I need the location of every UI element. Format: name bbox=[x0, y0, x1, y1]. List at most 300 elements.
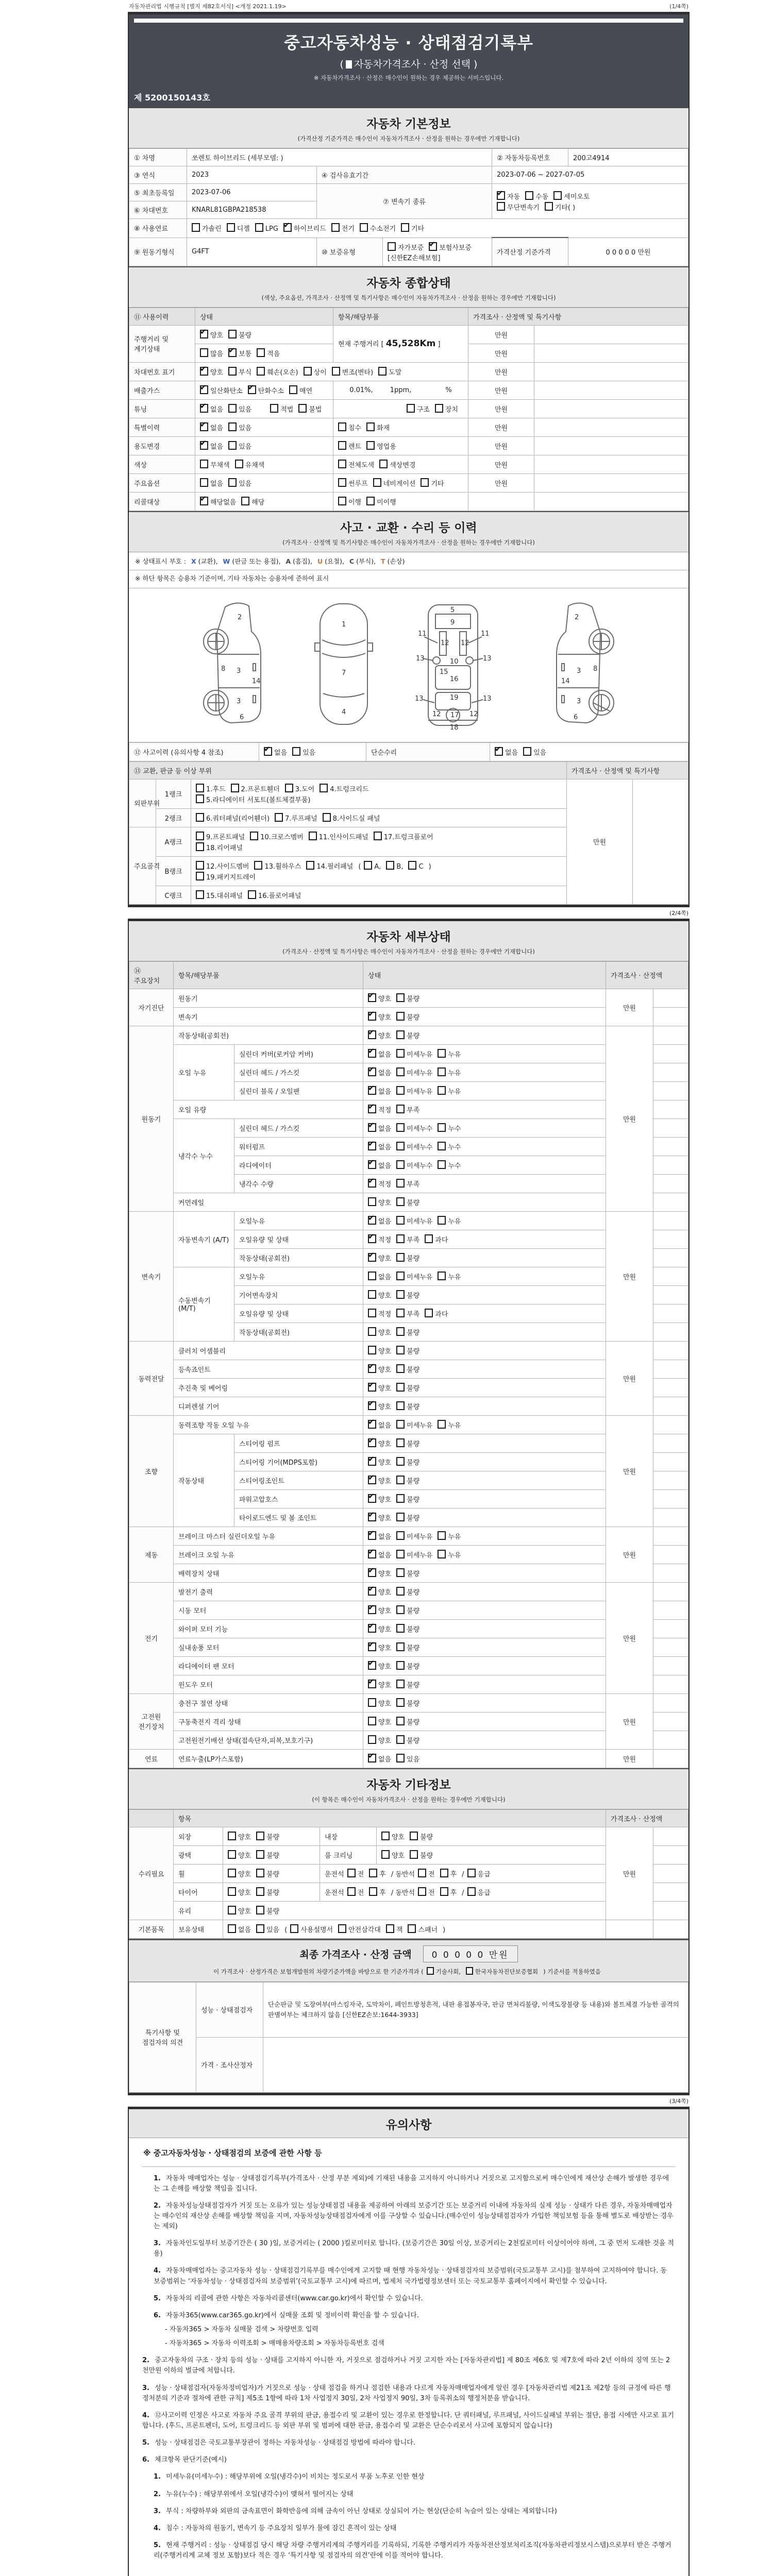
checkbox-checked[interactable]: ✔ 없음 bbox=[368, 1067, 391, 1077]
checkbox[interactable]: 불량 bbox=[396, 1717, 419, 1726]
column-header: 항목/해당부품 bbox=[333, 308, 468, 325]
checkbox[interactable]: 부족 bbox=[396, 1309, 419, 1318]
checkbox-checked[interactable]: ✔ 양호 bbox=[368, 993, 391, 1003]
checkbox[interactable]: 불량 bbox=[396, 1012, 419, 1022]
item-label: 자동변속기 (A/T) bbox=[174, 1211, 234, 1267]
state-checks bbox=[223, 1883, 320, 1901]
checkbox[interactable]: 미세누수 bbox=[396, 1160, 432, 1170]
state-checks bbox=[363, 1471, 606, 1489]
checkbox[interactable]: 18.리어패널 bbox=[196, 842, 243, 852]
group-label: 자기진단 bbox=[129, 989, 174, 1026]
checkbox-checked[interactable]: ✔ 보통 bbox=[228, 348, 251, 358]
svg-text:16: 16 bbox=[450, 675, 459, 683]
item-label: 유리 bbox=[174, 1901, 223, 1920]
checkbox[interactable]: 네비게이션 bbox=[373, 478, 416, 488]
checkbox[interactable]: 불량 bbox=[396, 1197, 419, 1207]
table-row bbox=[129, 989, 688, 1007]
checkbox[interactable]: 불량 bbox=[396, 1383, 419, 1393]
special-history-checks bbox=[195, 418, 333, 436]
checkbox[interactable]: 불량 bbox=[256, 1869, 279, 1878]
checkbox[interactable]: 양호 bbox=[228, 1832, 251, 1841]
checkbox[interactable]: 불량 bbox=[396, 1661, 419, 1671]
checkbox-checked[interactable]: ✔ 없음 bbox=[368, 1086, 391, 1096]
checkbox[interactable]: 불량 bbox=[396, 1346, 419, 1355]
checkbox[interactable]: 적음 bbox=[257, 348, 280, 358]
checkbox-checked[interactable]: ✔ 없음 bbox=[200, 422, 223, 432]
checkbox[interactable]: 불량 bbox=[396, 993, 419, 1003]
checkbox-checked[interactable]: ✔ 양호 bbox=[368, 1605, 391, 1615]
document-number: 제 5200150143호 bbox=[134, 93, 210, 103]
checkbox[interactable]: 썬루프 bbox=[338, 478, 368, 488]
checkbox[interactable]: 불량 bbox=[396, 1680, 419, 1689]
remark-cell bbox=[653, 1508, 688, 1527]
checkbox[interactable]: 불량 bbox=[396, 1476, 419, 1485]
section-basic-info bbox=[129, 108, 688, 148]
checkbox[interactable]: 후 bbox=[369, 1869, 386, 1878]
checkbox[interactable]: 스패너 bbox=[408, 1924, 438, 1934]
checkbox-checked[interactable]: ✔양호 bbox=[200, 330, 223, 340]
item-label: 연료누출(LP가스포함) bbox=[174, 1749, 363, 1768]
checkbox[interactable]: 양호 bbox=[368, 1290, 391, 1300]
law-note: 자동차관리법 시행규칙 [별지 제82호서식] <개정 2021.1.19> bbox=[129, 3, 287, 10]
checkbox-checked[interactable]: ✔ 없음 bbox=[264, 747, 287, 757]
svg-text:3: 3 bbox=[237, 697, 241, 705]
symbol-c: C bbox=[349, 557, 355, 565]
checkbox[interactable]: C bbox=[408, 861, 423, 871]
checkbox[interactable]: 화재 bbox=[366, 422, 390, 432]
checkbox[interactable]: 미세누수 bbox=[396, 1142, 432, 1151]
checkbox-checked[interactable]: ✔ 양호 bbox=[368, 1587, 391, 1597]
checkbox[interactable]: 8.사이드실 패널 bbox=[323, 813, 380, 823]
state-checks bbox=[363, 1693, 606, 1712]
checkbox[interactable]: 누유 bbox=[438, 1550, 461, 1560]
text-label: ) 기준서를 적용하였음 bbox=[543, 1968, 601, 1975]
checkbox-checked[interactable]: ✔ 없음 bbox=[368, 1531, 391, 1541]
wheel-position-checks bbox=[320, 1864, 606, 1883]
checkbox[interactable]: 누유 bbox=[438, 1531, 461, 1541]
checkbox[interactable]: 미세누수 bbox=[396, 1123, 432, 1133]
checkbox[interactable]: 누유 bbox=[438, 1086, 461, 1096]
checkbox-checked[interactable]: ✔ 양호 bbox=[368, 1253, 391, 1263]
checkbox[interactable]: 있음 bbox=[396, 1754, 419, 1764]
page-number-1: (1/4쪽) bbox=[669, 3, 688, 10]
checkbox[interactable]: 7.루프패널 bbox=[275, 813, 317, 823]
tire-position-checks bbox=[320, 1883, 606, 1901]
checkbox-checked[interactable]: ✔ 양호 bbox=[368, 1568, 391, 1578]
checkbox[interactable]: 없음 bbox=[368, 1272, 391, 1281]
svg-text:11: 11 bbox=[418, 630, 427, 638]
checkbox[interactable]: B, bbox=[386, 861, 403, 871]
checkbox[interactable]: 누수 bbox=[438, 1142, 461, 1151]
remark-cell bbox=[534, 325, 688, 344]
checkbox[interactable]: 3.도어 bbox=[285, 784, 315, 793]
checkbox[interactable]: 있음 bbox=[292, 747, 315, 757]
checkbox[interactable]: 불량 bbox=[396, 1698, 419, 1708]
checkbox[interactable]: 렌트 bbox=[338, 441, 361, 451]
checkbox[interactable]: 19.패키지트레이 bbox=[196, 872, 256, 882]
checkbox[interactable]: 수소전기 bbox=[360, 223, 396, 233]
checkbox-checked[interactable]: ✔ 양호 bbox=[368, 1624, 391, 1634]
checkbox[interactable]: 불량 bbox=[396, 1513, 419, 1522]
checkbox[interactable]: 불량 bbox=[396, 1401, 419, 1411]
checkbox[interactable]: 양호 bbox=[228, 1869, 251, 1878]
checkbox[interactable]: 무채색 bbox=[200, 460, 230, 469]
state-checks bbox=[363, 1601, 606, 1619]
subitem-label: 냉각수 수량 bbox=[234, 1174, 363, 1193]
checkbox[interactable]: 후 bbox=[440, 1869, 457, 1878]
checkbox-checked[interactable]: ✔ 없음 bbox=[368, 1420, 391, 1430]
checkbox-checked[interactable]: ✔ 없음 bbox=[368, 1550, 391, 1560]
checkbox-checked[interactable]: ✔ 없음 bbox=[495, 747, 518, 757]
checkbox-checked[interactable]: ✔ 없음 bbox=[368, 1123, 391, 1133]
state-checks bbox=[363, 1341, 606, 1360]
checkbox[interactable]: 있음 bbox=[228, 478, 251, 488]
remark-cell bbox=[653, 1675, 688, 1693]
row-label: 성능 · 상태점검자 bbox=[196, 1982, 263, 2037]
checkbox[interactable]: 유채색 bbox=[235, 460, 265, 469]
checkbox[interactable]: 디젤 bbox=[227, 223, 250, 233]
engine-type-value: G4FT bbox=[187, 238, 317, 266]
table-row bbox=[129, 1901, 688, 1920]
field-label: ⑨ 원동기형식 bbox=[129, 238, 187, 266]
checkbox[interactable]: 가솔린 bbox=[192, 223, 222, 233]
section-overall-state bbox=[129, 266, 688, 308]
checkbox[interactable]: 12.사이드멤버 bbox=[196, 861, 249, 871]
checkbox[interactable]: 후 bbox=[440, 1887, 457, 1897]
checkbox[interactable]: 없음 bbox=[228, 1924, 251, 1934]
price-cell: 만원 bbox=[606, 1211, 653, 1341]
checkbox[interactable]: 누유 bbox=[438, 1216, 461, 1226]
remark-cell bbox=[653, 1527, 688, 1545]
checkbox[interactable]: 자가보증 bbox=[388, 242, 424, 252]
checkbox-checked[interactable]: ✔ 양호 bbox=[368, 1383, 391, 1393]
checkbox[interactable]: 양호 bbox=[228, 1850, 251, 1860]
checkbox-checked[interactable]: ✔ 보험사보증 bbox=[429, 242, 472, 252]
checkbox-checked[interactable]: ✔ 양호 bbox=[368, 1642, 391, 1652]
item-label: 윈도우 모터 bbox=[174, 1675, 363, 1693]
table-row bbox=[129, 1434, 688, 1452]
subitem-label: 스티어링 기어(MDPS포함) bbox=[234, 1452, 363, 1471]
checkbox[interactable]: 미세누유 bbox=[396, 1420, 432, 1430]
checkbox[interactable]: 불법 bbox=[298, 404, 322, 414]
checkbox[interactable]: 양호 bbox=[368, 1735, 391, 1745]
checkbox-checked[interactable]: ✔ 양호 bbox=[368, 1513, 391, 1522]
column-header: 가격조사 · 산정액 및 특기사항 bbox=[468, 308, 688, 325]
price-cell: 만원 bbox=[468, 436, 534, 455]
checkbox[interactable]: 적법 bbox=[270, 404, 293, 414]
checkbox[interactable]: 많음 bbox=[200, 348, 223, 358]
state-checks bbox=[363, 1638, 606, 1656]
tuning-checks bbox=[195, 399, 333, 418]
checkbox[interactable]: 전 bbox=[347, 1869, 364, 1878]
checkbox[interactable]: 양호 bbox=[368, 1346, 391, 1355]
field-label: ⑦ 변속기 종류 bbox=[317, 184, 492, 219]
checkbox[interactable]: LPG bbox=[255, 223, 278, 233]
checkbox[interactable]: 있음 bbox=[523, 747, 546, 757]
state-symbol-legend: ※ 상태표시 부호 : X (교환), W (판금 또는 용접), A (흠집), U (요철), C (부식), T (손상) bbox=[129, 552, 688, 570]
group-label: 전기 bbox=[129, 1582, 174, 1693]
table-row bbox=[129, 492, 688, 511]
checkbox-checked[interactable]: ✔ 양호 bbox=[368, 1030, 391, 1040]
checkbox[interactable]: 누수 bbox=[438, 1160, 461, 1170]
column-header: ⑬ 교환, 판금 등 이상 부위 bbox=[129, 761, 567, 779]
price-cell bbox=[468, 492, 534, 511]
checkbox[interactable]: 도말 bbox=[378, 367, 401, 377]
checkbox[interactable]: 전체도색 bbox=[338, 460, 374, 469]
checkbox[interactable]: 불량 bbox=[256, 1906, 279, 1916]
state-checks bbox=[363, 1712, 606, 1731]
table-row bbox=[129, 1044, 688, 1063]
checkbox[interactable]: 불량 bbox=[396, 1605, 419, 1615]
checkbox[interactable]: 후 bbox=[369, 1887, 386, 1897]
checkbox[interactable]: 양호 bbox=[368, 1197, 391, 1207]
checkbox[interactable]: 불량 bbox=[410, 1850, 433, 1860]
item-label: 오일 누유 bbox=[174, 1044, 234, 1100]
checkbox[interactable]: 잭 bbox=[386, 1924, 403, 1934]
checkbox-checked[interactable]: ✔ 없음 bbox=[200, 441, 223, 451]
checkbox[interactable]: 적정 bbox=[368, 1309, 391, 1318]
checkbox[interactable]: 불량 bbox=[396, 1253, 419, 1263]
checkbox[interactable]: 미세누유 bbox=[396, 1272, 432, 1281]
remark-cell bbox=[653, 1304, 688, 1323]
checkbox[interactable]: 있음 bbox=[256, 1924, 279, 1934]
checkbox-checked[interactable]: ✔ 양호 bbox=[368, 1680, 391, 1689]
row-label: 배출가스 bbox=[129, 381, 195, 399]
checkbox-checked[interactable]: ✔ 양호 bbox=[368, 1438, 391, 1448]
svg-text:10: 10 bbox=[450, 657, 459, 666]
checkbox[interactable]: 14.필러패널 bbox=[306, 861, 353, 871]
state-checks bbox=[363, 1211, 606, 1230]
table-row bbox=[129, 455, 688, 473]
checkbox-checked[interactable]: ✔ 하이브리드 bbox=[283, 223, 326, 233]
checkbox[interactable]: 양호 bbox=[381, 1850, 405, 1860]
checkbox[interactable]: 영업용 bbox=[366, 441, 396, 451]
checkbox[interactable]: 부식 bbox=[228, 367, 251, 377]
checkbox[interactable]: 양호 bbox=[368, 1717, 391, 1726]
checkbox[interactable]: 세미오토 bbox=[553, 191, 590, 201]
checkbox-checked[interactable]: ✔ 적정 bbox=[368, 1179, 391, 1189]
remark-cell bbox=[653, 1118, 688, 1137]
rankA-parts-checks bbox=[191, 827, 567, 856]
checkbox[interactable]: 11.인사이드패널 bbox=[309, 832, 368, 841]
state-checks bbox=[363, 989, 606, 1007]
section-title: 유의사항 bbox=[385, 2118, 432, 2132]
checkbox[interactable]: 누수 bbox=[438, 1123, 461, 1133]
price-cell: 만원 bbox=[468, 473, 534, 492]
checkbox-checked[interactable]: ✔ 양호 bbox=[368, 1476, 391, 1485]
row-label: 튜닝 bbox=[129, 399, 195, 418]
checkbox[interactable]: 부족 bbox=[396, 1234, 419, 1244]
row-label: 주요옵션 bbox=[129, 473, 195, 492]
checkbox[interactable]: 기타 bbox=[421, 478, 444, 488]
checkbox[interactable]: 변조(변타) bbox=[332, 367, 373, 377]
checkbox[interactable]: 1.후드 bbox=[196, 784, 226, 793]
checkbox[interactable]: 기술사회, bbox=[427, 1967, 461, 1976]
checkbox-checked[interactable]: ✔ 탄화수소 bbox=[248, 385, 284, 395]
checkbox-checked[interactable]: ✔ 없음 bbox=[200, 404, 223, 414]
fuel-type-checks bbox=[187, 219, 688, 238]
checkbox-checked[interactable]: ✔ 없음 bbox=[368, 1754, 391, 1764]
checkbox[interactable]: 불량 bbox=[396, 1030, 419, 1040]
svg-text:3: 3 bbox=[577, 697, 581, 705]
row-label: 특별이력 bbox=[129, 418, 195, 436]
checkbox[interactable]: 양호 bbox=[228, 1906, 251, 1916]
checkbox[interactable]: 수동 bbox=[525, 191, 548, 201]
checkbox[interactable]: 누유 bbox=[438, 1049, 461, 1059]
checkbox[interactable]: 미세누유 bbox=[396, 1550, 432, 1560]
item-label: 수동변속기 (M/T) bbox=[174, 1267, 234, 1341]
checkbox[interactable]: 6.쿼터패널(리어휀더) bbox=[196, 813, 270, 823]
checkbox[interactable]: 훼손(오손) bbox=[257, 367, 298, 377]
rankC-parts-checks bbox=[191, 886, 567, 904]
checkbox[interactable]: 한국자동차진단보증협회 bbox=[466, 1967, 538, 1976]
checkbox-checked[interactable]: ✔ 양호 bbox=[368, 1457, 391, 1467]
checkbox[interactable]: 무단변속기 bbox=[497, 202, 540, 212]
checkbox-checked[interactable]: ✔ 해당없음 bbox=[200, 497, 236, 506]
checkbox[interactable]: 불량 bbox=[396, 1290, 419, 1300]
legend-note: ※ 하단 항목은 승용차 기준이며, 기타 자동차는 승용차에 준하여 표시 bbox=[129, 570, 688, 588]
checkbox[interactable]: 불량 bbox=[396, 1457, 419, 1467]
checkbox[interactable]: 불량 bbox=[396, 1587, 419, 1597]
checkbox-checked[interactable]: ✔ 일산화탄소 bbox=[200, 385, 243, 395]
checkbox[interactable]: 5.라디에이터 서포트(볼트체결부품) bbox=[196, 794, 311, 804]
checkbox[interactable]: 응급 bbox=[467, 1887, 491, 1897]
checkbox[interactable]: 전 bbox=[418, 1869, 435, 1878]
checkbox[interactable]: 불량 bbox=[396, 1624, 419, 1634]
checkbox[interactable]: 10.크로스멤버 bbox=[250, 832, 303, 841]
checkbox[interactable]: 누유 bbox=[438, 1067, 461, 1077]
group-label: 기본품목 bbox=[129, 1920, 174, 1938]
checkbox[interactable]: 4.트렁크리드 bbox=[320, 784, 368, 793]
checkbox[interactable]: 미세누유 bbox=[396, 1067, 432, 1077]
checkbox[interactable]: 불량 bbox=[396, 1735, 419, 1745]
checkbox[interactable]: 불량 bbox=[228, 330, 251, 340]
checkbox-checked[interactable]: ✔ 없음 bbox=[368, 1049, 391, 1059]
price-cell: 만원 bbox=[468, 455, 534, 473]
checkbox[interactable]: 있음 bbox=[228, 441, 251, 451]
checkbox[interactable]: 미세누유 bbox=[396, 1086, 432, 1096]
state-checks bbox=[223, 1901, 606, 1920]
checkbox[interactable]: 이행 bbox=[338, 497, 361, 506]
column-header: 상태 bbox=[363, 961, 606, 989]
checkbox[interactable]: 15.대쉬패널 bbox=[196, 890, 243, 900]
remark-cell bbox=[653, 989, 688, 1007]
checkbox[interactable]: 미세누유 bbox=[396, 1531, 432, 1541]
checkbox[interactable]: 불량 bbox=[396, 1642, 419, 1652]
checkbox[interactable]: 양호 bbox=[368, 1698, 391, 1708]
checkbox[interactable]: 상이 bbox=[304, 367, 327, 377]
checkbox[interactable]: 미세누유 bbox=[396, 1049, 432, 1059]
checkbox[interactable]: 장치 bbox=[435, 404, 458, 414]
checkbox-checked[interactable]: ✔ 없음 bbox=[368, 1160, 391, 1170]
svg-text:19: 19 bbox=[450, 693, 459, 702]
checkbox[interactable]: 침수 bbox=[338, 422, 361, 432]
checkbox-checked[interactable]: ✔ 양호 bbox=[368, 1364, 391, 1374]
remark-cell bbox=[534, 399, 688, 418]
checkbox[interactable]: 있음 bbox=[228, 404, 251, 414]
checkbox-checked[interactable]: ✔ 양호 bbox=[200, 367, 223, 377]
checkbox[interactable]: 기타( ) bbox=[545, 202, 575, 212]
checkbox[interactable]: 불량 bbox=[256, 1887, 279, 1897]
checkbox[interactable]: 불량 bbox=[410, 1832, 433, 1841]
checkbox[interactable]: 2.프론트휀더 bbox=[231, 784, 280, 793]
checkbox[interactable]: 있음 bbox=[228, 422, 251, 432]
checkbox[interactable]: 불량 bbox=[256, 1850, 279, 1860]
checkbox[interactable]: 불량 bbox=[396, 1494, 419, 1504]
checkbox-checked[interactable]: ✔ 양호 bbox=[368, 1661, 391, 1671]
symbol-x: X bbox=[191, 557, 196, 565]
checkbox[interactable]: 안전삼각대 bbox=[338, 1924, 381, 1934]
checkbox-checked[interactable]: ✔ 양호 bbox=[368, 1401, 391, 1411]
checkbox[interactable]: 과다 bbox=[425, 1309, 448, 1318]
state-checks bbox=[363, 1415, 606, 1434]
remark-cell bbox=[632, 779, 688, 904]
checkbox[interactable]: 불량 bbox=[396, 1327, 419, 1337]
state-checks bbox=[377, 1845, 606, 1864]
checkbox[interactable]: 전 bbox=[347, 1887, 364, 1897]
checkbox-checked[interactable]: ✔ 없음 bbox=[368, 1142, 391, 1151]
subitem-label: 라디에이터 bbox=[234, 1156, 363, 1174]
price-cell: 만원 bbox=[468, 399, 534, 418]
checkbox[interactable]: 구조 bbox=[407, 404, 430, 414]
checkbox[interactable]: 불량 bbox=[256, 1832, 279, 1841]
group-label: 연료 bbox=[129, 1749, 174, 1768]
checkbox[interactable]: 누유 bbox=[438, 1272, 461, 1281]
checkbox-checked[interactable]: ✔자동 bbox=[497, 191, 520, 201]
checkbox-checked[interactable]: ✔ 양호 bbox=[368, 1494, 391, 1504]
checkbox[interactable]: 매연 bbox=[289, 385, 312, 395]
checkbox[interactable]: 미이행 bbox=[366, 497, 396, 506]
checkbox[interactable]: 13.휠하우스 bbox=[254, 861, 301, 871]
checkbox[interactable]: 전 bbox=[418, 1887, 435, 1897]
checkbox[interactable]: 과다 bbox=[425, 1234, 448, 1244]
checkbox[interactable]: 16.플로어패널 bbox=[248, 890, 301, 900]
checkbox[interactable]: 양호 bbox=[381, 1832, 405, 1841]
checkbox[interactable]: 색상변경 bbox=[379, 460, 415, 469]
checkbox[interactable]: 불량 bbox=[396, 1568, 419, 1578]
remark-cell bbox=[653, 1471, 688, 1489]
notice-item: 4. 자동차매매업자는 중고자동차 성능 · 상태점검기록부를 매수인에게 고지할 때 현행 자동차성능 · 상태점검자의 보증범위(국토교통부 고시)를 첨부하여 고지하여야 합니다. 동 보증범위는 ‘자동차성능 · 상태점검자의 보증범위’(국토교통부 고시)에 따르며, 법제처 국가법령정보센터 또는 국토교통부 홈페이지에서 확인할 수 있습니다. bbox=[154, 2267, 667, 2285]
checkbox[interactable]: 부족 bbox=[396, 1179, 419, 1189]
section-title: 사고 · 교환 · 수리 등 이력 bbox=[340, 521, 477, 535]
checkbox[interactable]: 해당 bbox=[241, 497, 264, 506]
notice-item: 3. 성능 · 상태점검자(자동차정비업자)가 거짓으로 성능 · 상태 점검을 하거나 점검한 내용과 다르게 자동차매매업자에게 알린 경우 [자동차관리법 제21조 제2항 등의 규정에 따른 행정처분의 기준과 절차에 관한 규칙] 제5조 1항에 따라 1차 사업정지 30일, 2차 사업정지 90일, 3차 등록취소의 행정처분을 받습니다. bbox=[142, 2384, 671, 2402]
checkbox[interactable]: 양호 bbox=[228, 1887, 251, 1897]
checkbox-checked[interactable]: ✔ 적정 bbox=[368, 1234, 391, 1244]
checkbox[interactable]: 17.트렁크플로어 bbox=[374, 832, 433, 841]
state-checks bbox=[223, 1845, 320, 1864]
checkbox-checked[interactable]: ✔ 적정 bbox=[368, 1105, 391, 1114]
checkbox[interactable]: 기타 bbox=[401, 223, 424, 233]
checkbox[interactable]: 양호 bbox=[368, 1327, 391, 1337]
text-label: / 동반석 bbox=[391, 1889, 415, 1897]
checkbox[interactable]: 9.프론트패널 bbox=[196, 832, 245, 841]
checkbox[interactable]: 없음 bbox=[200, 478, 223, 488]
checkbox[interactable]: A, bbox=[364, 861, 381, 871]
checkbox-checked[interactable]: ✔ 양호 bbox=[368, 1012, 391, 1022]
checkbox[interactable]: 전기 bbox=[331, 223, 355, 233]
checkbox[interactable]: 사용설명서 bbox=[290, 1924, 333, 1934]
checkbox[interactable]: 불량 bbox=[396, 1438, 419, 1448]
checkbox[interactable]: 응급 bbox=[467, 1869, 491, 1878]
checkbox[interactable]: 불량 bbox=[396, 1364, 419, 1374]
checkbox[interactable]: 누유 bbox=[438, 1420, 461, 1430]
checkbox[interactable]: 부족 bbox=[396, 1105, 419, 1114]
checkbox-checked[interactable]: ✔ 없음 bbox=[368, 1216, 391, 1226]
checkbox[interactable]: 미세누유 bbox=[396, 1216, 432, 1226]
section-title: 자동차 기본정보 bbox=[366, 117, 451, 131]
field-label: ③ 연식 bbox=[129, 166, 187, 184]
